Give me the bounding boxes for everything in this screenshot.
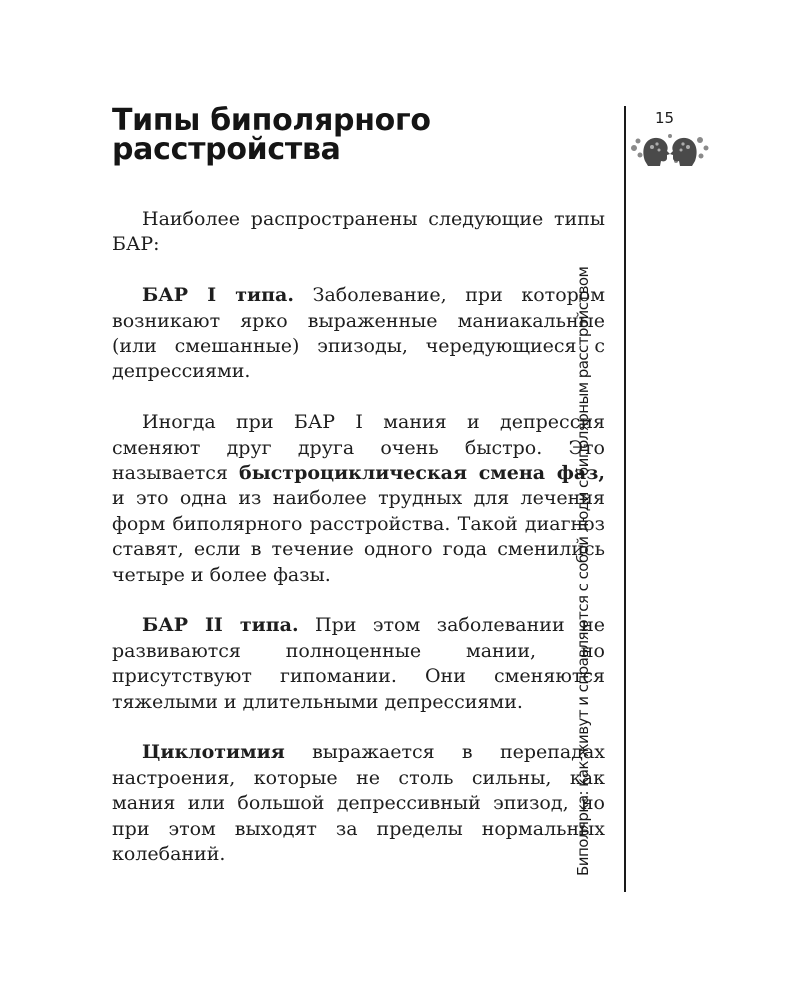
paragraph-cyclothymia — [112, 740, 605, 867]
bar2-term: БАР II типа. — [142, 614, 299, 637]
paragraph-bar2 — [112, 613, 605, 715]
page-number: 15 — [655, 109, 675, 127]
margin-rule — [624, 106, 626, 892]
bar1-text: Заболевание, при котором возникают ярко выраженные маниакальные (или смешанные) эпизоды, чередующиеся с депрессиями. — [112, 284, 606, 383]
page-title: Типы биполярного расстройства — [112, 103, 431, 167]
cyclothymia-term: Циклотимия — [142, 741, 285, 764]
bar1-term: БАР I типа. — [142, 284, 294, 307]
running-head: Биполярка: как живут и справляются с собой люди с биполярным расстройством — [574, 266, 592, 876]
paragraph-intro-text: Наиболее распространены следующие типы БАР: — [112, 208, 605, 256]
cyclothymia-text: выражается в перепадах настроения, которые не столь сильны, как мания или большой депрессивный эпизод, но при этом выходят за пределы нормальных колебаний. — [112, 741, 605, 866]
paragraph-intro — [112, 207, 605, 258]
rapid-cycling-lead: Иногда при БАР I мания и депрессия сменяют друг друга очень быстро. Это называется — [112, 411, 605, 485]
rapid-cycling-term: быстроциклическая смена фаз, — [239, 462, 605, 485]
heads-ornament-icon — [628, 128, 712, 170]
paragraph-bar1 — [112, 283, 605, 385]
paragraph-rapid-cycling — [112, 410, 605, 588]
body-text — [112, 207, 605, 893]
rapid-cycling-text: и это одна из наиболее трудных для лечения форм биполярного расстройства. Такой диагноз ставят, если в течение одного года сменились четыре и более фазы. — [112, 487, 605, 586]
bar2-text: При этом заболевании не развиваются полноценные мании, но присутствуют гипомании. Они сменяются тяжелыми и длительными депрессиями. — [112, 614, 605, 713]
